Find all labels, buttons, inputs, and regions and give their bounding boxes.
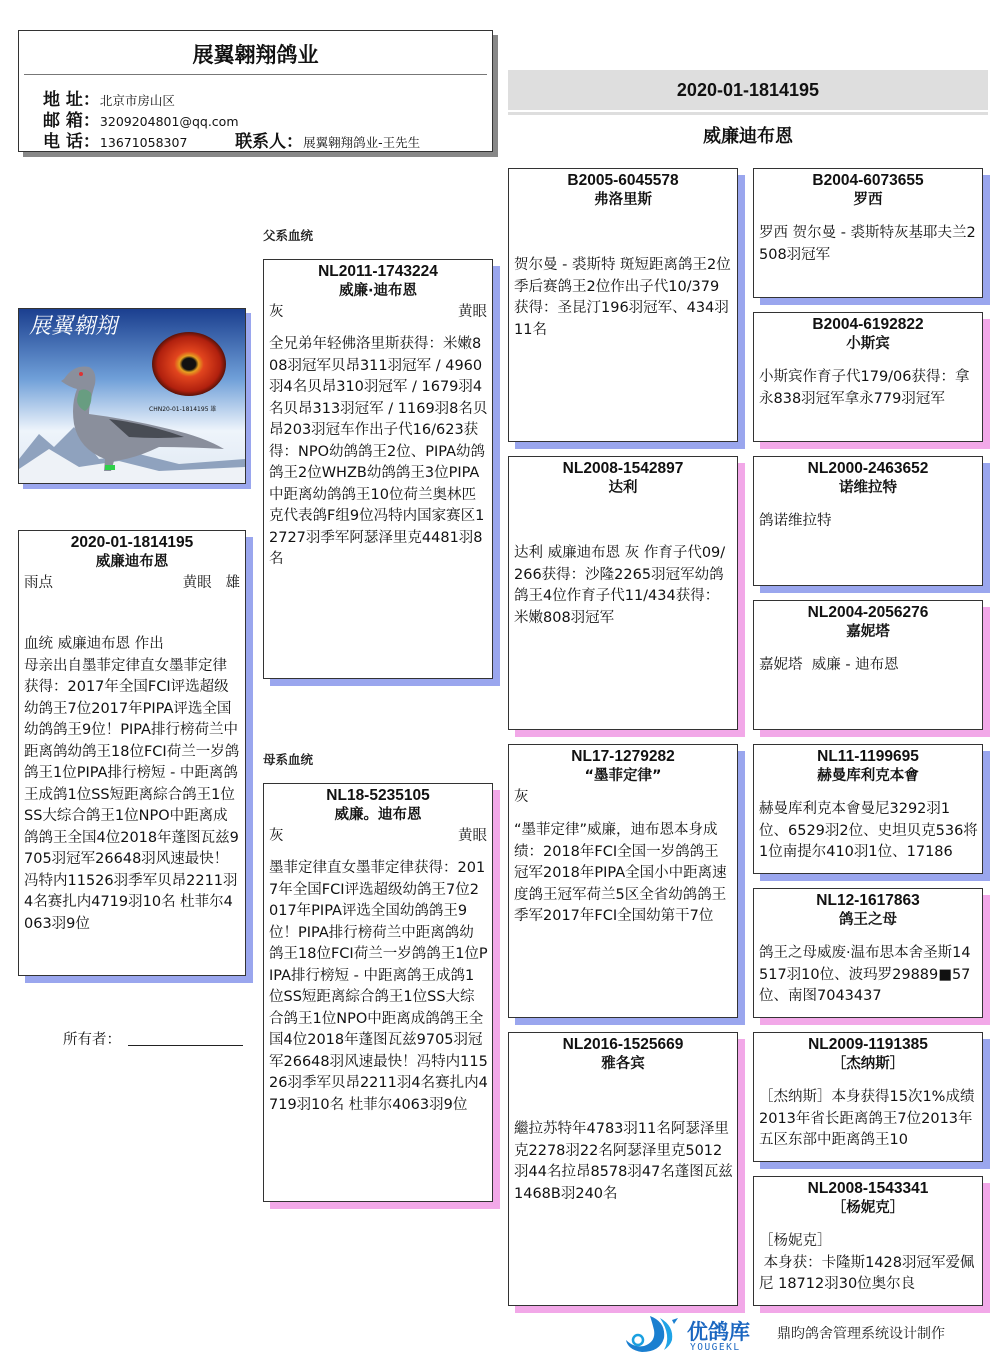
subject-ring-banner: 2020-01-1814195 — [508, 70, 988, 110]
great-grandparent-ring: B2004-6073655 — [812, 172, 924, 189]
sire-name: 威廉·迪布恩 — [338, 283, 417, 299]
grandparent-name: “墨菲定律” — [584, 768, 662, 784]
great-grandparent-name: 鸽王之母 — [839, 912, 897, 928]
great-grandparent-name: 嘉妮塔 — [846, 624, 890, 640]
grandparent-description: 达利 威廉迪布恩 灰 作育子代09/266获得：沙隆2265羽冠军幼鸽鸽王4位作育子代11/434获得：米嫩808羽冠军 — [514, 545, 726, 626]
great-grandparent-card — [753, 600, 983, 730]
great-grandparent-name: 罗西 — [853, 192, 883, 208]
sire-ring: NL2011-1743224 — [318, 263, 438, 280]
subject-description: 血统 威廉迪布恩 作出 母亲出自墨菲定律直女墨菲定律获得：2017年全国FCI评选超级幼鸽王7位2017年PIPA评选全国幼鸽鸽王9位！PIPA排行榜荷兰中距离鸽幼鸽王18位FCI荷兰一岁鸽鸽王1位PIPA排行榜短 - 中距离鸽王成鸽1位SS短距离綜合鸽王1位SS大综合鸽王1位NPO中距离成鸽鸽王全国4位2018年蓬图瓦兹9705羽冠军26648羽风速最快！冯特内11526羽季军贝昂2211羽4名赛扎内4719羽10名 杜菲尔4063羽9位 — [24, 636, 240, 932]
phone-value: 13671058307 — [99, 135, 188, 150]
great-grandparent-ring: NL2009-1191385 — [808, 1036, 928, 1053]
logo-english-text: YOUGEKL — [690, 1342, 741, 1353]
sire-color: 灰 — [269, 304, 284, 320]
dam-card — [263, 783, 493, 1202]
sire-eye: 黄眼 — [458, 304, 487, 320]
company-info-panel — [18, 30, 493, 152]
subject-ring: 2020-01-1814195 — [70, 534, 194, 551]
great-grandparent-description: 赫曼库利克本會曼尼3292羽1位、6529羽2位、史坦贝克536将1位南提尔410羽1位、17186 — [759, 801, 978, 860]
photo-banner-text: 展翼翱翔 — [29, 314, 118, 339]
great-grandparent-ring: B2004-6192822 — [812, 316, 924, 333]
photo-caption: CHN20-01-1814195 雄 — [149, 406, 217, 413]
great-grandparent-card — [753, 456, 983, 586]
yougekl-logo-icon — [620, 1312, 680, 1358]
great-grandparent-card — [753, 888, 983, 1018]
great-grandparent-name: 小斯宾 — [846, 336, 890, 352]
subject-card — [18, 530, 246, 976]
grandparent-ring: NL2016-1525669 — [562, 1036, 684, 1053]
great-grandparent-description: ［杨妮克］ 本身获：卡隆斯1428羽冠军爱佩尼 18712羽30位奥尔良 — [759, 1233, 975, 1292]
sire-section-label: 父系血统 — [263, 228, 314, 243]
pigeon-photo — [18, 308, 246, 484]
grandparent-card — [508, 456, 738, 730]
company-name: 展翼翱翔鸽业 — [192, 43, 319, 67]
footer-credit: 鼎昀鸽舍管理系统设计制作 — [777, 1326, 945, 1342]
contact-value: 展翼翱翔鸽业-王先生 — [303, 135, 421, 150]
dam-section-label: 母系血统 — [263, 752, 314, 767]
great-grandparent-name: ［杨妮克］ — [831, 1200, 905, 1216]
grandparent-name: 雅各宾 — [601, 1056, 645, 1072]
subject-color: 雨点 — [24, 575, 53, 591]
great-grandparent-description: 嘉妮塔 威廉 - 迪布恩 — [759, 657, 899, 673]
grandparent-attributes — [509, 786, 737, 808]
subject-sex: 雄 — [225, 575, 240, 591]
phone-row — [43, 127, 420, 152]
great-grandparent-description: 罗西 贺尔曼 - 裘斯特灰基耶夫兰2508羽冠军 — [759, 225, 976, 263]
subject-attributes — [19, 572, 245, 594]
great-grandparent-ring: NL2004-2056276 — [807, 604, 929, 621]
dam-attributes — [264, 825, 492, 847]
subject-name: 威廉迪布恩 — [95, 554, 169, 570]
dam-name: 威廉。迪布恩 — [334, 807, 422, 823]
divider — [24, 74, 487, 75]
sire-description: 全兄弟年轻佛洛里斯获得：米嫩808羽冠军贝昂311羽冠军 / 4960羽4名贝昂310羽冠军 / 1679羽4名贝昂313羽冠军 / 1169羽8名贝昂203羽冠车作出子代16/623获得：NPO幼鸽鸽王2位、PIPA幼鸽鸽王2位WHZB幼鸽鸽王3位PIPA中距离幼鸽鸽王10位荷兰奥林匹克代表鸽F组9位冯特内国家赛区12727羽季军阿瑟泽里克4481羽8名 — [269, 336, 488, 567]
owner-signature-line[interactable] — [128, 1045, 243, 1046]
grandparent-ring: B2005-6045578 — [567, 172, 679, 189]
dam-description: 墨菲定律直女墨菲定律获得：2017年全国FCI评选超级幼鸽王7位2017年PIPA评选全国幼鸽鸽王9位！PIPA排行榜荷兰中距离鸽幼鸽王18位FCI荷兰一岁鸽鸽王1位PIPA排行榜短 - 中距离鸽王成鸽1位SS短距离綜合鸽王1位SS大综合鸽王1位NPO中距离成鸽鸽王全国4位2018年蓬图瓦兹9705羽冠军26648羽风速最快！冯特内11526羽季军贝昂2211羽4名赛扎内4719羽10名 杜菲尔4063羽9位 — [269, 860, 488, 1113]
dam-eye: 黄眼 — [458, 828, 487, 844]
dam-color: 灰 — [269, 828, 284, 844]
grandparent-name: 达利 — [608, 480, 638, 496]
great-grandparent-ring: NL11-1199695 — [817, 748, 919, 765]
great-grandparent-card — [753, 1176, 983, 1306]
grandparent-ring: NL17-1279282 — [571, 748, 675, 765]
banner-underline — [508, 112, 988, 115]
dam-ring: NL18-5235105 — [326, 787, 430, 804]
sire-attributes — [264, 301, 492, 323]
logo-chinese-text: 优鸽库 — [687, 1320, 750, 1344]
email-value: 3209204801@qq.com — [99, 114, 239, 129]
address-label: 地 址： — [43, 90, 100, 110]
great-grandparent-description: 鸽诺维拉特 — [759, 513, 832, 529]
great-grandparent-description: ［杰纳斯］本身获得15次1%成绩2013年省长距离鸽王7位2013年五区东部中距离鸽王10 — [759, 1089, 975, 1148]
grandparent-description: “墨菲定律”威廉，迪布恩本身成绩：2018年FCI全国一岁鸽鸽王冠军2018年PIPA全国小中距离速度鸽王冠军荷兰5区全省幼鸽鸽王季军2017年FCI全国幼第干7位 — [514, 822, 727, 924]
sire-card — [263, 259, 493, 679]
great-grandparent-name: 诺维拉特 — [839, 480, 897, 496]
pigeon-photo-icon — [19, 309, 245, 483]
email-label: 邮 箱： — [43, 111, 100, 131]
owner-label: 所有者： — [63, 1032, 121, 1048]
great-grandparent-card — [753, 1032, 983, 1162]
grandparent-color: 灰 — [514, 789, 529, 805]
grandparent-card — [508, 1032, 738, 1306]
great-grandparent-name: ［杰纳斯］ — [831, 1056, 905, 1072]
grandparent-card — [508, 168, 738, 442]
grandparent-ring: NL2008-1542897 — [562, 460, 684, 477]
address-value: 北京市房山区 — [99, 93, 175, 108]
great-grandparent-description: 鸽王之母威废·温布思本舍圣斯14517羽10位、波玛罗29889■57位、南图7043437 — [759, 945, 971, 1004]
subject-eye: 黄眼 — [182, 575, 212, 591]
great-grandparent-description: 小斯宾作育子代179/06获得：拿永838羽冠军拿永779羽冠军 — [759, 369, 970, 407]
grandparent-card — [508, 744, 738, 1018]
grandparent-name: 弗洛里斯 — [594, 192, 652, 208]
great-grandparent-card — [753, 744, 983, 874]
great-grandparent-ring: NL12-1617863 — [816, 892, 920, 909]
phone-label: 电 话： — [43, 132, 100, 152]
great-grandparent-card — [753, 168, 983, 298]
great-grandparent-card — [753, 312, 983, 442]
grandparent-description: 贺尔曼 - 裘斯特 斑短距离鸽王2位季后赛鸽王2位作出子代10/379获得：圣昆汀196羽冠军、434羽11名 — [514, 257, 731, 338]
great-grandparent-name: 赫曼库利克本會 — [817, 768, 919, 784]
subject-name-title: 威廉迪布恩 — [703, 126, 793, 147]
contact-label: 联系人： — [235, 132, 304, 152]
great-grandparent-ring: NL2000-2463652 — [807, 460, 929, 477]
grandparent-description: 繼拉苏特年4783羽11名阿瑟泽里克2278羽22名阿瑟泽里克5012羽44名拉昂8578羽47名蓬图瓦兹1468B羽240名 — [514, 1121, 733, 1202]
great-grandparent-ring: NL2008-1543341 — [807, 1180, 929, 1197]
